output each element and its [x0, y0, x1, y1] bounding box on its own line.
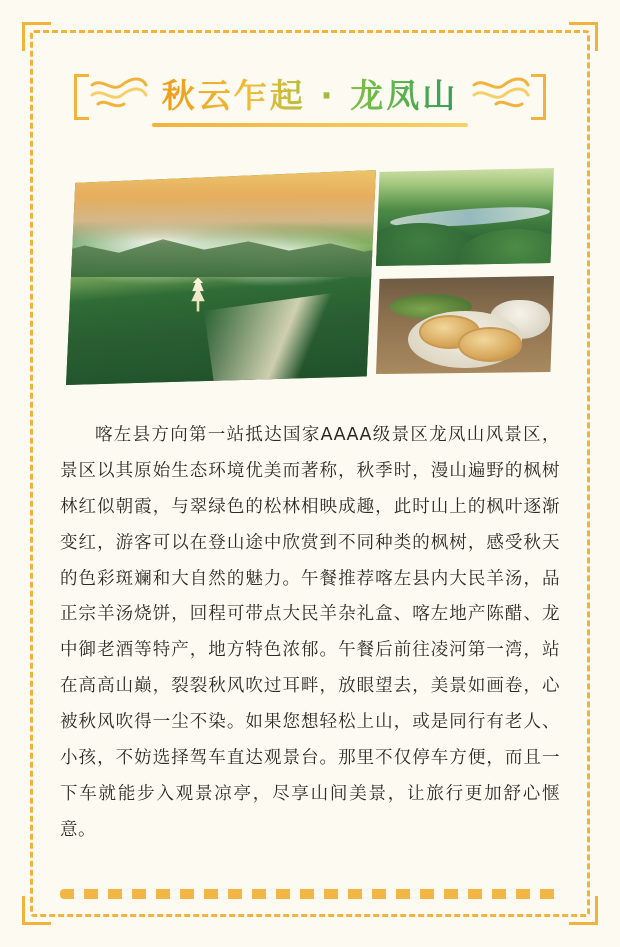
valley-photo: [376, 168, 554, 266]
mountain-ridge: [66, 226, 376, 278]
poster-header: [60, 58, 560, 128]
corner-ornament-top-left: [22, 22, 51, 51]
corner-ornament-bottom-left: [22, 896, 51, 925]
title-band: [90, 70, 531, 117]
corner-ornament-bottom-right: [569, 896, 598, 925]
valley-scenery-image: [376, 168, 554, 266]
food-image: [376, 276, 554, 374]
sesame-cake-two: [458, 327, 523, 362]
article-body: [60, 418, 560, 849]
title-underline: [152, 123, 469, 127]
bracket-right-icon: [531, 74, 546, 120]
page-title: 秋云乍起 · 龙凤山: [162, 70, 459, 117]
bottom-dashed-strip: [60, 889, 560, 899]
corner-ornament-top-right: [569, 22, 598, 51]
bracket-left-icon: [74, 74, 89, 120]
white-pagoda: [190, 278, 206, 312]
mountain-scenery-image: [66, 170, 376, 385]
photo-collage: [58, 158, 558, 393]
main-photo: [66, 170, 376, 385]
mountain-road: [203, 288, 376, 385]
wave-right-icon: [472, 77, 530, 109]
food-photo: [376, 276, 554, 374]
article-paragraph: 喀左县方向第一站抵达国家AAAA级景区龙凤山风景区，景区以其原始生态环境优美而著称，秋季时，漫山遍野的枫树林红似朝霞，与翠绿色的松林相映成趣，此时山上的枫叶逐渐变红，游客可以在登山途中欣赏到不同种类的枫树，感受秋天的色彩斑斓和大自然的魅力。午餐推荐喀左县内大民羊汤，品正宗羊汤烧饼，回程可带点大民羊杂礼盒、喀左地产陈醋、龙中御老酒等特产，地方特色浓郁。午餐后前往凌河第一湾，站在高高山巅，裂裂秋风吹过耳畔，放眼望去，美景如画卷，心被秋风吹得一尘不染。如果您想轻松上山，或是同行有老人、小孩，不妨选择驾车直达观景台。那里不仅停车方便，而且一下车就能步入观景凉亭，尽享山间美景，让旅行更加舒心惬意。: [60, 425, 560, 840]
foreground-hill-right: [458, 229, 554, 266]
wave-left-icon: [90, 77, 148, 109]
